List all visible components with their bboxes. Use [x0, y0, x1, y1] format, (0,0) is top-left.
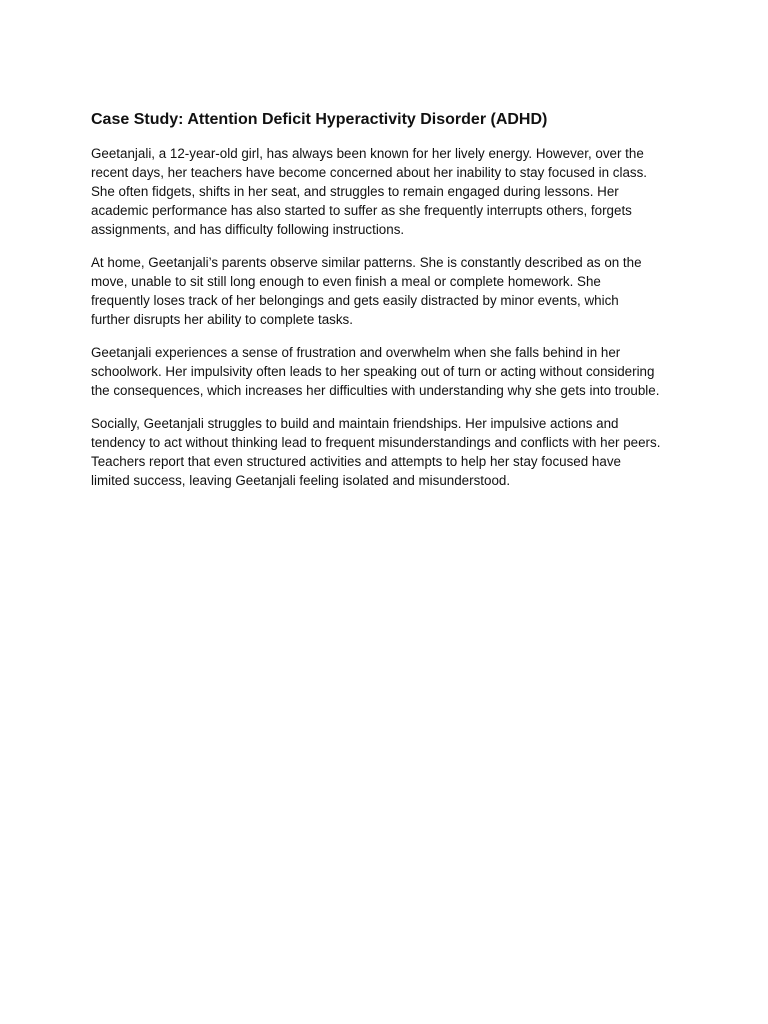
- text-line: recent days, her teachers have become concerned about her inability to stay focused in class.: [91, 165, 648, 180]
- text-line: move, unable to sit still long enough to even finish a meal or complete homework. She: [91, 274, 601, 289]
- text-line: assignments, and has difficulty following instructions.: [91, 222, 405, 237]
- paragraph-home: [91, 253, 681, 329]
- text-line: At home, Geetanjali’s parents observe similar patterns. She is constantly described as on the: [91, 255, 642, 270]
- paragraph-social: [91, 414, 681, 490]
- paragraph-emotions: [91, 343, 681, 400]
- paragraph-school: [91, 144, 681, 239]
- document-body: [91, 108, 681, 504]
- text-line: Geetanjali experiences a sense of frustration and overwhelm when she falls behind in her: [91, 345, 621, 360]
- text-line: the consequences, which increases her difficulties with understanding why she gets into trouble.: [91, 383, 660, 398]
- text-line: tendency to act without thinking lead to frequent misunderstandings and conflicts with her peers.: [91, 435, 661, 450]
- document-title: Case Study: Attention Deficit Hyperactivity Disorder (ADHD): [91, 111, 548, 128]
- text-line: further disrupts her ability to complete tasks.: [91, 312, 353, 327]
- text-line: academic performance has also started to suffer as she frequently interrupts others, forgets: [91, 203, 632, 218]
- text-line: Socially, Geetanjali struggles to build and maintain friendships. Her impulsive actions and: [91, 416, 619, 431]
- text-line: She often fidgets, shifts in her seat, and struggles to remain engaged during lessons. Her: [91, 184, 619, 199]
- text-line: Geetanjali, a 12-year-old girl, has always been known for her lively energy. However, over the: [91, 146, 644, 161]
- text-line: schoolwork. Her impulsivity often leads to her speaking out of turn or acting without considering: [91, 364, 655, 379]
- text-line: limited success, leaving Geetanjali feeling isolated and misunderstood.: [91, 473, 511, 488]
- text-line: frequently loses track of her belongings and gets easily distracted by minor events, which: [91, 293, 619, 308]
- text-line: Teachers report that even structured activities and attempts to help her stay focused have: [91, 454, 621, 469]
